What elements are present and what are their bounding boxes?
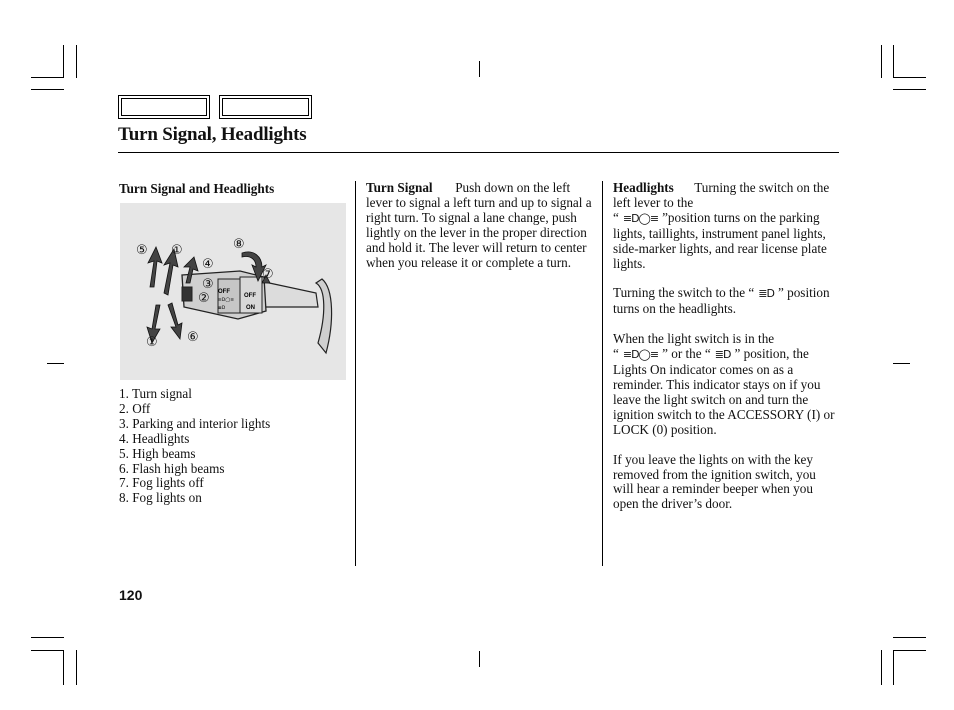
- headlights-section: Headlights Turning the switch on the left lever to the “ ≡D◯≡ ”position turns on the parking lights, taillights, instrument panel lights, side-marker lights, and rear license plate lights. Turning the switch to the “ ≣D ” position turns on the headlights. When the light switch is in the “ ≡D◯≡ ” or the “ ≣D ” position, the Lights On indicator comes on as a reminder. This indicator stays on if you leave the light switch on and turn the ignition switch to the ACCESSORY (I) or LOCK (0) position. If you leave the lights on with the key removed from the ignition switch, you will hear a reminder beeper when you open the driver’s door.: [613, 181, 839, 527]
- legend-item: 4. Headlights: [119, 430, 190, 446]
- switch-label-off-2: OFF: [244, 293, 256, 299]
- callout-6: ⑥: [187, 330, 199, 345]
- callout-5: ⑤: [136, 243, 148, 258]
- turn-signal-heading: Turn Signal: [366, 180, 433, 195]
- legend-item: 7. Fog lights off: [119, 475, 204, 491]
- nav-tab-main-menu[interactable]: [118, 95, 210, 119]
- headlights-heading: Headlights: [613, 180, 674, 195]
- headlights-p4: If you leave the lights on with the key removed from the ignition switch, you will hear a reminder beeper when you open the driver’s door.: [613, 451, 816, 512]
- callout-7: ⑦: [262, 267, 274, 282]
- legend-item: 8. Fog lights on: [119, 490, 202, 506]
- callout-1-bottom: ①: [146, 335, 158, 350]
- legend-item: 6. Flash high beams: [119, 460, 225, 476]
- turn-signal-lever-illustration: [120, 203, 346, 380]
- parking-lights-icon: ≡D◯≡: [622, 348, 659, 362]
- headlights-p3-rest: ” position, the Lights On indicator comes on as a reminder. This indicator stays on if you leave the light switch on and turn the ignition switch to the ACCESSORY (I) or LOCK (0) position.: [613, 346, 835, 437]
- callout-3: ③: [202, 277, 214, 292]
- legend-item: 5. High beams: [119, 445, 196, 461]
- turn-signal-text: Push down on the left lever to signal a left turn and up to signal a right turn. To signal a lane change, push lightly on the lever in the proper direction and hold it. The lever will return to center when you release it or complete a turn.: [366, 180, 592, 270]
- switch-label-on: ON: [246, 305, 255, 311]
- page-number: 120: [119, 587, 143, 603]
- callout-2: ②: [198, 291, 210, 306]
- headlights-p1-lead: Turning the switch on the left lever to the: [613, 180, 830, 210]
- headlights-p2-lead: Turning the switch to the “: [613, 285, 755, 301]
- column-divider-1: [355, 181, 356, 566]
- nav-tab-table-of-contents[interactable]: [219, 95, 312, 119]
- svg-text:≡D◯≡: ≡D◯≡: [218, 298, 235, 303]
- headlight-icon: ≣D: [714, 348, 731, 362]
- headlight-icon: ≣D: [758, 287, 774, 301]
- legend-item: 1. Turn signal: [119, 386, 192, 401]
- switch-label-off-1: OFF: [218, 289, 230, 295]
- diagram-legend: [119, 387, 270, 506]
- callout-8: ⑧: [233, 237, 245, 252]
- callout-1-top: ①: [171, 243, 183, 258]
- page-title: Turn Signal, Headlights: [118, 124, 307, 145]
- legend-item: 2. Off: [119, 400, 151, 416]
- title-divider: [118, 152, 839, 153]
- svg-text:≣D: ≣D: [218, 306, 226, 311]
- left-column-heading: Turn Signal and Headlights: [119, 181, 275, 196]
- legend-item: 3. Parking and interior lights: [119, 415, 271, 431]
- headlights-p3-lead: When the light switch is in the: [613, 331, 775, 347]
- callout-4: ④: [202, 257, 214, 272]
- headlights-p2-rest: ” position turns on the headlights.: [613, 285, 830, 317]
- turn-signal-section: [366, 181, 594, 270]
- parking-lights-icon: ≡D◯≡: [622, 211, 659, 225]
- column-divider-2: [602, 181, 603, 566]
- headlights-p1-rest: ”position turns on the parking lights, taillights, instrument panel lights, side-marker lights, and rear license plate lights.: [613, 209, 827, 271]
- lever-diagram: [120, 203, 346, 380]
